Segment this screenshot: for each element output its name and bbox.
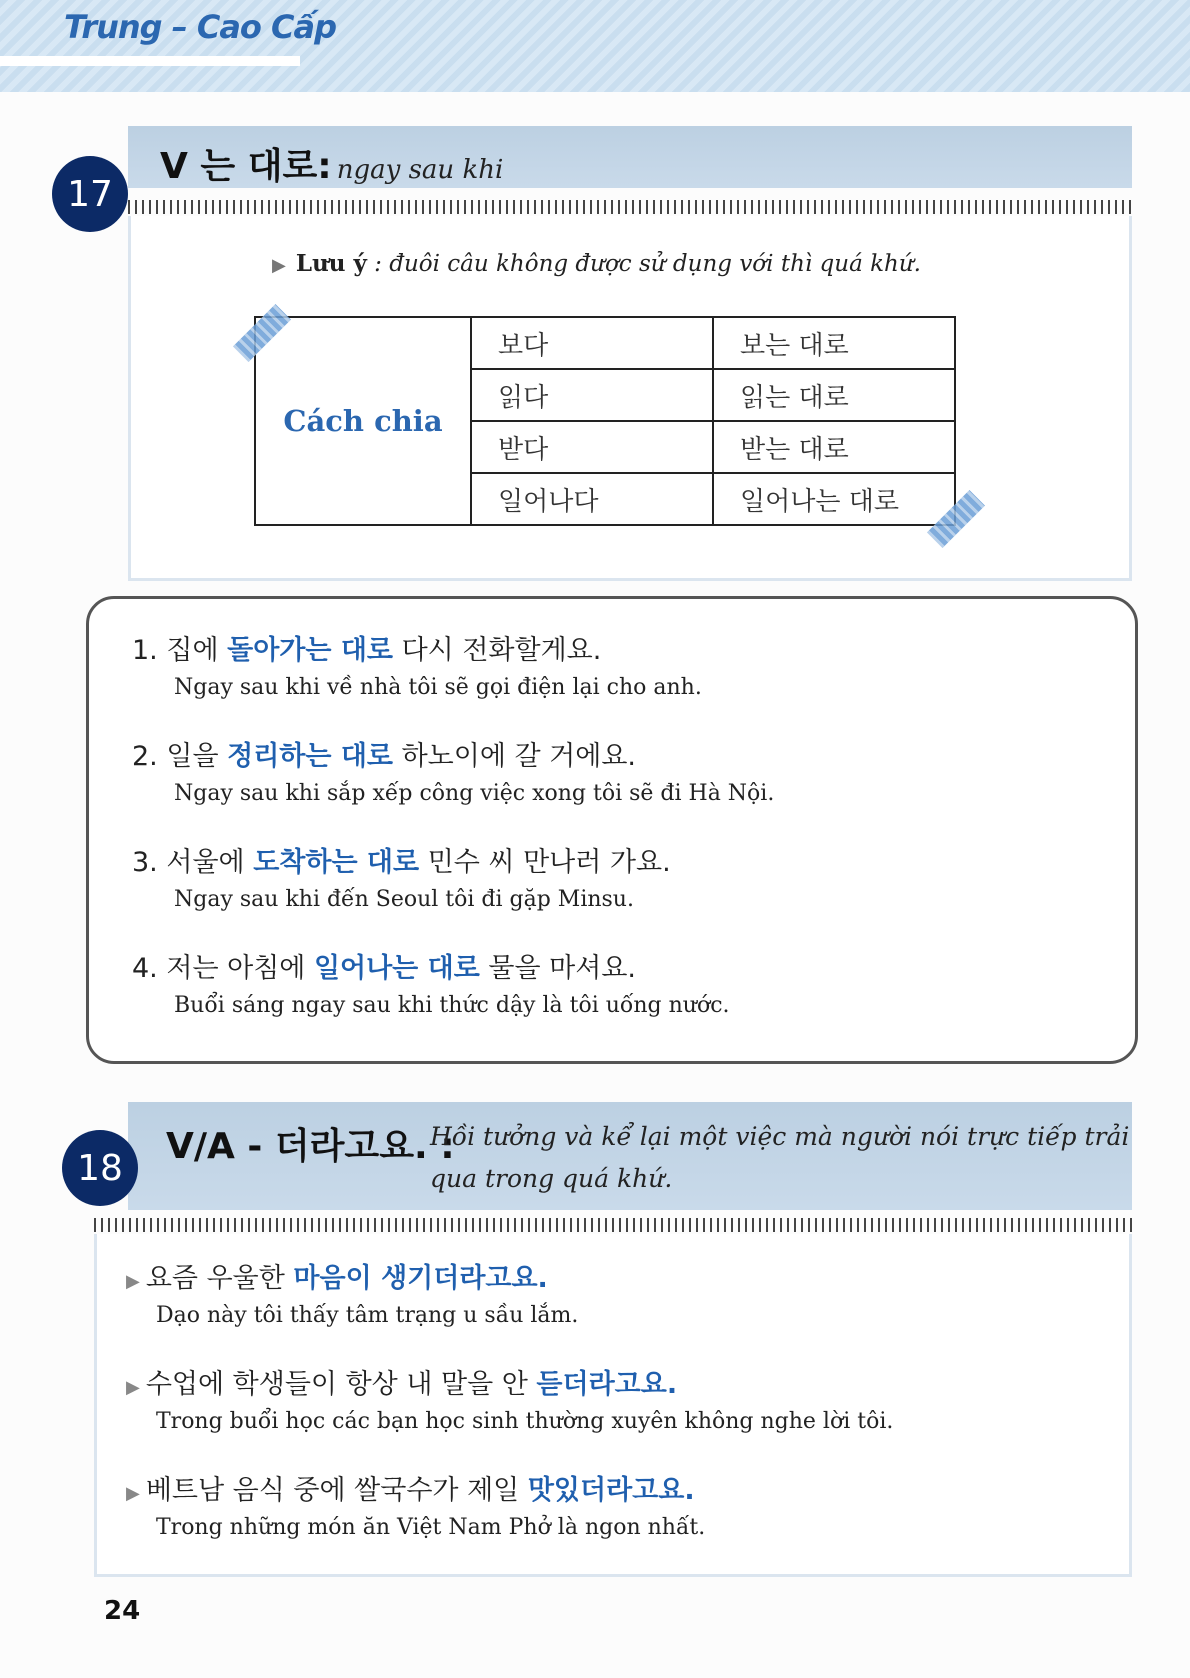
example-number: 2. [132,741,158,772]
example-kr: 다시 전화할게요. [393,635,602,666]
example-vi: Ngay sau khi sắp xếp công việc xong tôi sẽ đi Hà Nội. [174,781,775,806]
example-item [126,1468,1086,1540]
table-cell: 일어나는 대로 [713,473,955,525]
play-bullet-icon: ▶ [126,1271,140,1292]
play-bullet-icon: ▶ [126,1483,140,1504]
section17-title-vi: ngay sau khi [336,155,504,185]
example-item [132,628,1132,700]
example-vi: Buổi sáng ngay sau khi thức dậy là tôi uống nước. [174,993,730,1018]
example-number: 1. [132,635,158,666]
play-bullet-icon: ▶ [126,1377,140,1398]
example-highlight: 도착하는 대로 [253,847,420,878]
example-item [132,734,1132,806]
example-highlight: 돌아가는 대로 [227,635,394,666]
example-highlight: 맛있더라고요. [527,1475,695,1506]
section18-tick-rule [94,1218,1132,1232]
example-vi: Ngay sau khi về nhà tôi sẽ gọi điện lại cho anh. [174,675,702,700]
section17-title [160,138,503,189]
example-kr: 민수 씨 만나러 가요. [419,847,671,878]
example-vi: Ngay sau khi đến Seoul tôi đi gặp Minsu. [174,887,634,912]
example-highlight: 마음이 생기더라고요. [293,1263,548,1294]
example-highlight: 일어나는 대로 [313,953,480,984]
conjugation-table [254,316,956,526]
section17-tick-rule [128,200,1132,214]
example-kr: 물을 마셔요. [479,953,637,984]
table-cell: 읽는 대로 [713,369,955,421]
section18-title-vi-line1: Hồi tưởng và kể lại một việc mà người nói trực tiếp trải [430,1122,1130,1151]
example-kr: 베트남 음식 중에 쌀국수가 제일 [145,1475,528,1506]
level-title: Trung – Cao Cấp [64,8,337,46]
section17-number-badge: 17 [52,156,128,232]
example-number: 4. [132,953,158,984]
example-kr: 저는 아침에 [166,953,314,984]
example-item [126,1256,1086,1328]
example-kr: 집에 [166,635,228,666]
table-row [255,317,955,369]
note-label: Lưu ý [295,250,367,277]
example-highlight: 정리하는 대로 [227,741,394,772]
play-bullet-icon: ▶ [272,255,286,276]
example-highlight: 듣더라고요. [536,1369,678,1400]
example-item [126,1362,1086,1434]
note-text: : đuôi câu không được sử dụng với thì quá khứ. [374,251,921,277]
example-kr: 일을 [166,741,228,772]
example-item [132,840,1132,912]
example-kr: 하노이에 갈 거에요. [393,741,637,772]
example-kr: 요즘 우울한 [145,1263,294,1294]
example-vi: Trong những món ăn Việt Nam Phở là ngon nhất. [156,1515,706,1540]
section18-title-kr [166,1118,455,1169]
table-cell: 보는 대로 [713,317,955,369]
section17-title-kr: V 는 대로: [160,146,332,187]
section18-title-vi-line2: qua trong quá khứ. [430,1164,673,1193]
section17-note [272,250,921,277]
table-cell: 받다 [471,421,713,473]
table-cell: 일어나다 [471,473,713,525]
example-vi: Trong buổi học các bạn học sinh thường xuyên không nghe lời tôi. [156,1409,894,1434]
example-vi: Dạo này tôi thấy tâm trạng u sầu lắm. [156,1303,579,1328]
example-number: 3. [132,847,158,878]
table-cell: 보다 [471,317,713,369]
table-cell: 읽다 [471,369,713,421]
example-item [132,946,1132,1018]
example-kr: 서울에 [166,847,254,878]
example-kr: 수업에 학생들이 항상 내 말을 안 [145,1369,537,1400]
page-number: 24 [104,1596,141,1626]
section18-title-kr-text: V/A - 더라고요. : [166,1126,455,1167]
header-divider [0,56,300,66]
table-header-cell: Cách chia [255,317,471,525]
table-cell: 받는 대로 [713,421,955,473]
section18-number-badge: 18 [62,1130,138,1206]
